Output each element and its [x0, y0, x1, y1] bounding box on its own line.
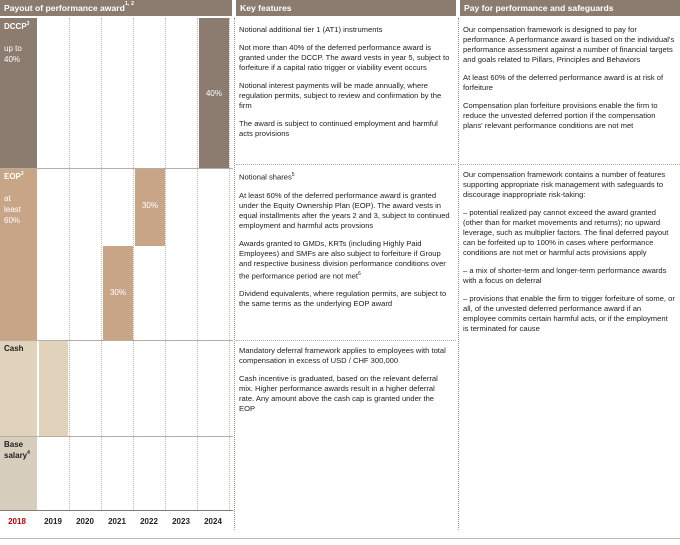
- column-divider: [234, 18, 235, 530]
- category-dccp: DCCP$^3$ up to 40%: [0, 18, 37, 168]
- sg-text: Our compensation framework contains a number of features supporting appropriate risk management with safeguards to discourage inappropriate risk-taking:: [463, 170, 666, 199]
- row-separator: [236, 340, 456, 341]
- key-features-header: Key features: [236, 0, 456, 16]
- row-separator: [460, 164, 680, 165]
- sg-text: Compensation plan forfeiture provisions enable the firm to reduce the unvested deferred portion if the compensation plans' relevant performance conditions are not met: [463, 101, 658, 130]
- year-label-2024: 2024: [204, 517, 222, 526]
- kf-eop-text: Dividend equivalents, where regulation permits, are subject to the same terms as the underlying EOP award: [239, 289, 447, 309]
- key-features-dccp: [239, 25, 451, 147]
- kf-eop-text: Awards granted to GMDs, KRTs (including Highly Paid Employees) and SMFs are also subject to forfeiture if Group and respective business division performance conditions over the performance period are not met$^6$: [239, 238, 446, 281]
- sg-text: – potential realized pay cannot exceed the award granted (other than for market movements and returns); no upward leverage, such as multiplier factors. The final deferred payout can be forfeited up to 100% in cases where performance conditions are not met or harmful acts provisions apply: [463, 208, 669, 257]
- year-label-2019: 2019: [44, 517, 62, 526]
- row-separator: [0, 436, 233, 437]
- category-cash: Cash: [0, 340, 37, 436]
- key-features-eop: [239, 170, 451, 317]
- year-label-2022: 2022: [140, 517, 158, 526]
- year-label-2023: 2023: [172, 517, 190, 526]
- sg-text: At least 60% of the deferred performance award is at risk of forfeiture: [463, 73, 664, 92]
- bottom-rule: [0, 538, 680, 539]
- cash-bar-2019: [39, 340, 68, 436]
- row-separator: [0, 340, 233, 341]
- eop-bar-2021-label: 30%: [109, 288, 126, 297]
- year-label-2020: 2020: [76, 517, 94, 526]
- kf-dccp-text: Notional interest payments will be made annually, where regulation permits, subject to review and confirmation by the firm: [239, 81, 442, 110]
- kf-eop-text: At least 60% of the deferred performance award is granted under the Equity Ownership Plan (EOP). The award vests in equal installments after the years 2 and 3, subject to continued employment and harmful acts provsions: [239, 190, 450, 230]
- category-base-salary: Base salary$^4$: [0, 436, 37, 510]
- row-separator: [236, 164, 456, 165]
- dccp-bar-2024-label: 40%: [205, 89, 222, 98]
- key-features-cash: [239, 346, 451, 422]
- safeguards-header: Pay for performance and safeguards: [460, 0, 680, 16]
- chart-header: [0, 0, 232, 16]
- year-label-2018: 2018: [8, 517, 26, 526]
- kf-eop-text: Notional shares$^5$: [239, 172, 295, 182]
- row-separator: [0, 168, 233, 169]
- sg-text: – provisions that enable the firm to trigger forfeiture of some, or all, of the unvested deferred performance award if an employee commits certain harmful acts, or if the employment is terminated for cause: [463, 294, 675, 333]
- eop-bar-2021: [103, 246, 133, 340]
- column-divider: [458, 18, 459, 530]
- kf-dccp-text: Not more than 40% of the deferred performance award is granted under the DCCP. The award vests in year 5, subject to forfeiture if a capital ratio trigger or viability event occurs: [239, 43, 450, 72]
- kf-cash-text: Cash incentive is graduated, based on the relevant deferral mix. Higher performance awards result in a higher deferral rate. Any amount above the cash cap is granted under the EOP: [239, 374, 438, 413]
- chart-header-title: Payout of performance award: [4, 3, 125, 13]
- safeguards-bottom: [463, 170, 675, 342]
- sg-text: – a mix of shorter-term and longer-term performance awards with a focus on deferral: [463, 266, 667, 285]
- category-eop: EOP$^3$ at least 60%: [0, 168, 37, 340]
- safeguards-top: [463, 25, 675, 139]
- sg-text: Our compensation framework is designed to pay for performance. A performance award is based on the individual's performance assessment against a number of financial targets and goals related to Pillars, Principles and Behaviors: [463, 25, 675, 64]
- kf-cash-text: Mandatory deferral framework applies to employees with total compensation in excess of USD / CHF 300,000: [239, 346, 446, 365]
- chart-header-footnote: 1, 2: [124, 1, 135, 7]
- kf-dccp-text: The award is subject to continued employment and harmful acts provisions: [239, 119, 438, 138]
- eop-bar-2022: [135, 168, 165, 246]
- eop-bar-2022-label: 30%: [141, 201, 158, 210]
- kf-dccp-text: Notional additional tier 1 (AT1) instruments: [239, 25, 383, 34]
- year-label-2021: 2021: [108, 517, 126, 526]
- chart-baseline: [0, 510, 233, 511]
- dccp-bar-2024: [199, 18, 229, 168]
